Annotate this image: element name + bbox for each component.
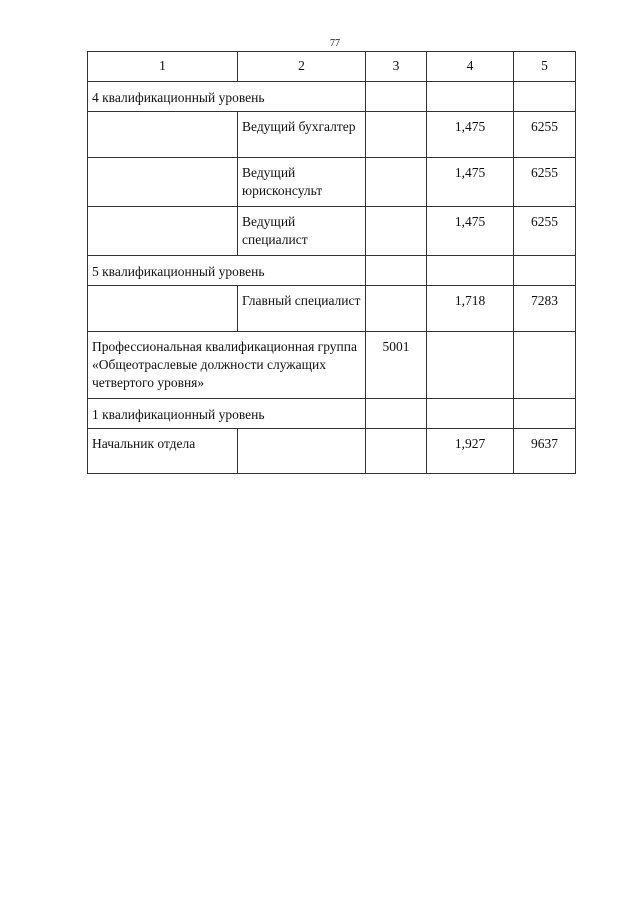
column-header: 2 <box>238 52 366 82</box>
coefficient: 1,475 <box>427 207 514 256</box>
professional-group-label: Профессиональная квалификационная группа «Общеотраслевые должности служащих четвертого уровня» <box>88 332 366 399</box>
salary-table <box>87 51 576 474</box>
position-name: Ведущий юрисконсульт <box>238 158 366 207</box>
qualification-level-label: 4 квалификационный уровень <box>88 82 366 112</box>
salary: 7283 <box>514 286 576 332</box>
coefficient: 1,475 <box>427 158 514 207</box>
column-header: 4 <box>427 52 514 82</box>
coefficient: 1,718 <box>427 286 514 332</box>
table-row <box>88 207 576 256</box>
position-name: Ведущий специалист <box>238 207 366 256</box>
qualification-level-label: 5 квалификационный уровень <box>88 256 366 286</box>
table-row <box>88 429 576 474</box>
qualification-level-row <box>88 399 576 429</box>
salary: 6255 <box>514 112 576 158</box>
qualification-level-row <box>88 82 576 112</box>
table-row <box>88 286 576 332</box>
position-name: Главный специалист <box>238 286 366 332</box>
base-salary: 5001 <box>366 332 427 399</box>
salary: 6255 <box>514 207 576 256</box>
table-row <box>88 112 576 158</box>
qualification-level-row <box>88 256 576 286</box>
position-name: Начальник отдела <box>88 429 238 474</box>
coefficient: 1,927 <box>427 429 514 474</box>
salary: 6255 <box>514 158 576 207</box>
table-header-row <box>88 52 576 82</box>
salary: 9637 <box>514 429 576 474</box>
column-header: 1 <box>88 52 238 82</box>
position-name: Ведущий бухгалтер <box>238 112 366 158</box>
column-header: 5 <box>514 52 576 82</box>
column-header: 3 <box>366 52 427 82</box>
page-number: 77 <box>330 38 340 49</box>
professional-group-row <box>88 332 576 399</box>
coefficient: 1,475 <box>427 112 514 158</box>
qualification-level-label: 1 квалификационный уровень <box>88 399 366 429</box>
table-row <box>88 158 576 207</box>
